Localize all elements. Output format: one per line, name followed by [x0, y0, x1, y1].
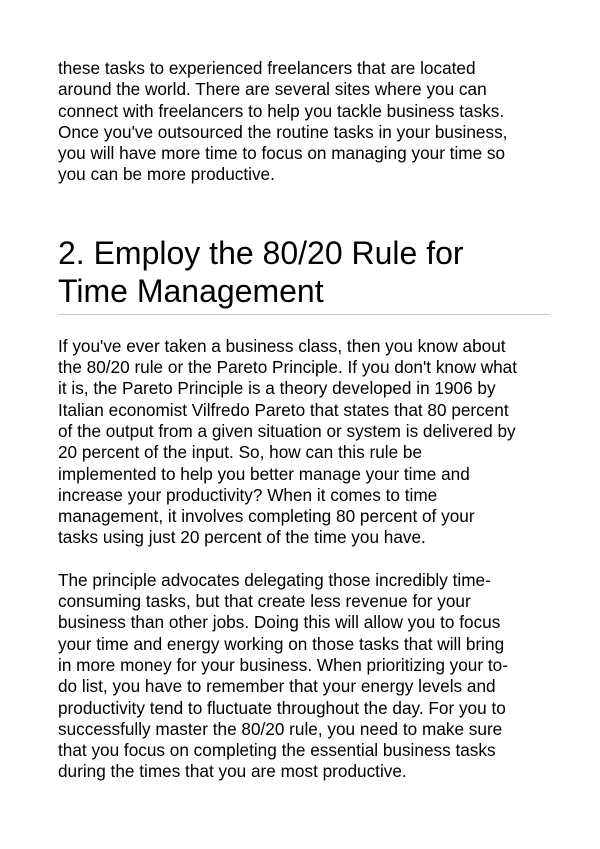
paragraph-line: do list, you have to remember that your energy levels and: [58, 676, 496, 697]
paragraph-line: of the output from a given situation or system is delivered by: [58, 420, 516, 441]
paragraph-line: If you've ever taken a business class, then you know about: [58, 335, 506, 356]
paragraph-line: around the world. There are several sites where you can: [58, 79, 487, 100]
paragraph-line: business than other jobs. Doing this will allow you to focus: [58, 612, 501, 633]
paragraph-line: implemented to help you better manage your time and: [58, 463, 470, 484]
heading-line: Time Management: [58, 272, 324, 309]
paragraph-line: these tasks to experienced freelancers that are located: [58, 58, 476, 78]
paragraph-line: in more money for your business. When prioritizing your to-: [58, 654, 508, 675]
paragraph-line: you will have more time to focus on managing your time so: [58, 143, 506, 164]
paragraph-line: the 80/20 rule or the Pareto Principle. If you don't know what: [58, 357, 518, 378]
paragraph-line: tasks using just 20 percent of the time you have.: [58, 527, 426, 548]
section-heading: [58, 234, 550, 315]
intro-paragraph: [58, 58, 550, 186]
body-paragraph-2: [58, 570, 550, 783]
paragraph-line: management, it involves completing 80 percent of your: [58, 506, 475, 527]
paragraph-line: Italian economist Vilfredo Pareto that states that 80 percent: [58, 399, 509, 420]
paragraph-line: consuming tasks, but that create less revenue for your: [58, 591, 471, 612]
paragraph-line: it is, the Pareto Principle is a theory developed in 1906 by: [58, 378, 496, 399]
heading-line: 2. Employ the 80/20 Rule for: [58, 234, 464, 271]
paragraph-line: successfully master the 80/20 rule, you need to make sure: [58, 718, 503, 739]
paragraph-line: you can be more productive.: [58, 164, 275, 185]
document-page: [58, 58, 550, 783]
paragraph-line: 20 percent of the input. So, how can this rule be: [58, 442, 423, 463]
paragraph-line: your time and energy working on those tasks that will bring: [58, 633, 505, 654]
paragraph-line: Once you've outsourced the routine tasks in your business,: [58, 121, 508, 142]
body-paragraph-1: [58, 336, 550, 549]
paragraph-line: connect with freelancers to help you tackle business tasks.: [58, 100, 505, 121]
paragraph-line: during the times that you are most productive.: [58, 761, 407, 782]
paragraph-line: that you focus on completing the essential business tasks: [58, 740, 496, 761]
paragraph-line: productivity tend to fluctuate throughout the day. For you to: [58, 697, 506, 718]
paragraph-line: increase your productivity? When it comes to time: [58, 484, 438, 505]
paragraph-line: The principle advocates delegating those incredibly time-: [58, 569, 491, 590]
